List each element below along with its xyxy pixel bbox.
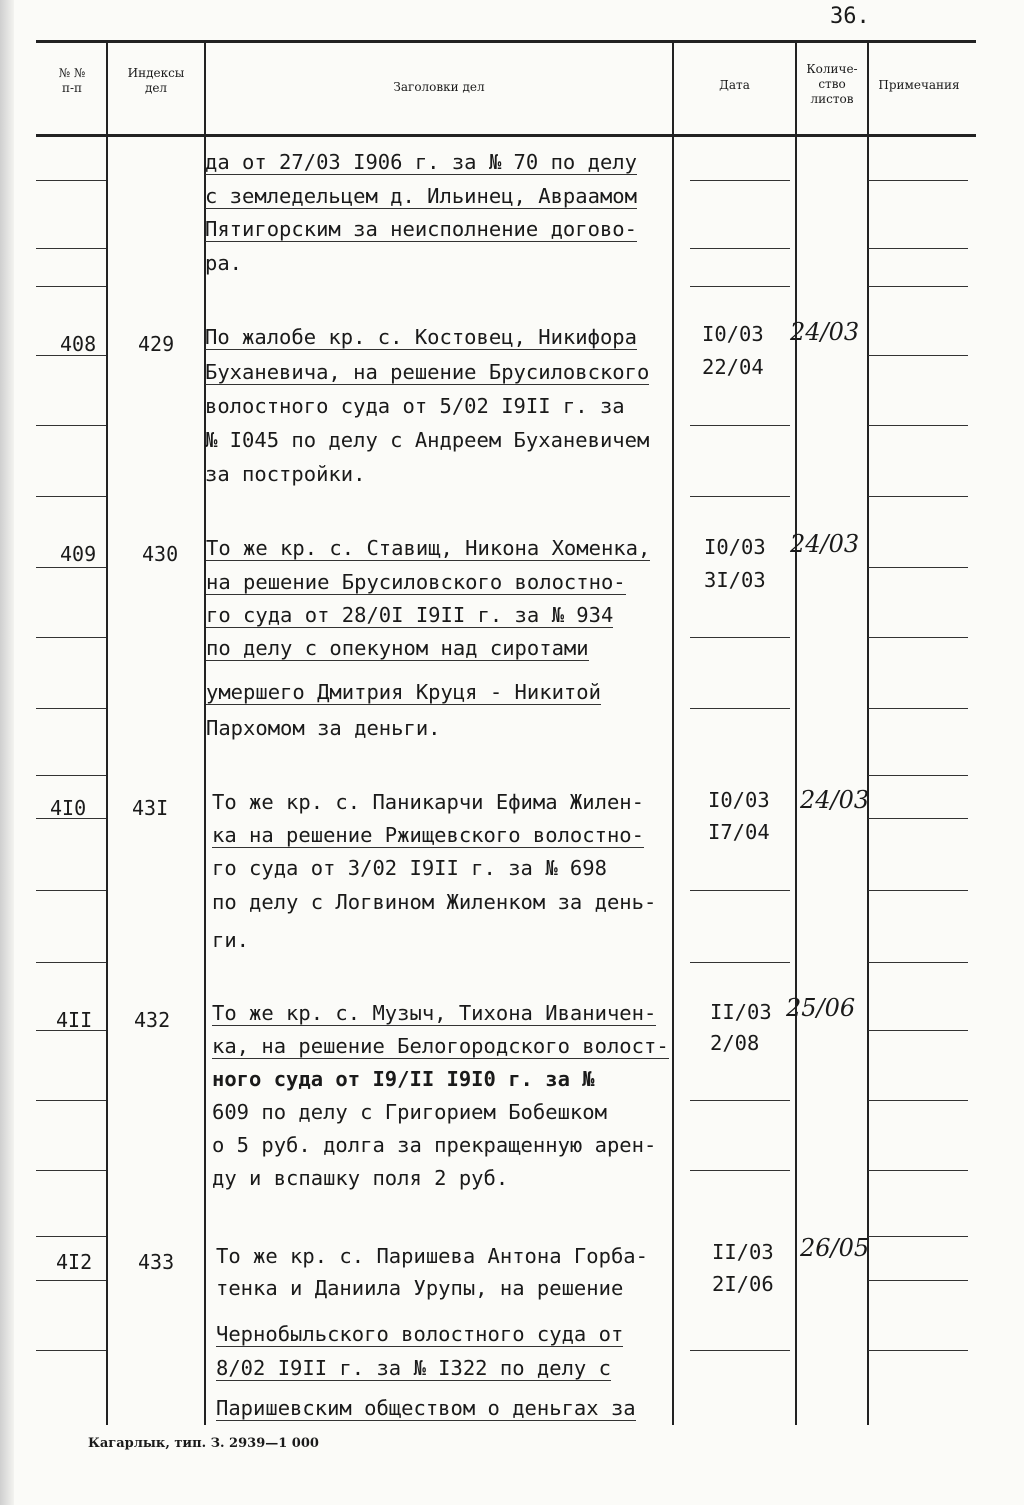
case-title-line: го суда от 28/0I I9II г. за № 934 [206,603,614,627]
header-col-notes: Примечания [878,78,960,92]
case-title-line: 609 по делу с Григорием Бобешком [212,1100,607,1124]
date-start: I0/03 [702,322,764,346]
entry-number: 409 [60,542,97,566]
col-divider [106,40,108,1425]
date-end: 22/04 [702,355,764,379]
case-title-line: за постройки. [205,462,366,486]
case-title-line: тенка и Даниила Урупы, на решение [216,1276,624,1300]
case-title-line: го суда от 3/02 I9II г. за № 698 [212,856,607,880]
case-title-line: То же кр. с. Паришева Антона Горба- [216,1244,648,1268]
case-title-line: 8/02 I9II г. за № I322 по делу с [216,1356,611,1380]
page-number: 36. [830,4,870,29]
entry-number: 4I2 [56,1250,93,1274]
case-title-line: № I045 по делу с Андреем Буханевичем [205,428,650,452]
case-title-line: ка на решение Ржищевского волостно- [212,823,644,847]
header-col-number: № № п-п [58,66,86,95]
date-end: 2I/06 [712,1272,774,1296]
sheet-count-handwritten: 24/03 [790,318,860,346]
date-end: I7/04 [708,820,770,844]
col-divider [672,40,674,1425]
header-col-sheets: Количе- ство листов [806,62,858,106]
case-title-line: То же кр. с. Паникарчи Ефима Жилен- [212,790,644,814]
case-title-line: Паришевским обществом о деньгах за [216,1396,636,1420]
case-title-line: ка, на решение Белогородского волост- [212,1034,669,1058]
case-title-line: волостного суда от 5/02 I9II г. за [205,394,625,418]
entry-index: 430 [142,542,179,566]
case-title-line: То же кр. с. Музыч, Тихона Иваничен- [212,1001,657,1025]
case-title-line: да от 27/03 I906 г. за № 70 по делу [205,150,637,174]
table-header-bottom-rule [36,134,976,137]
case-title-line: по делу с опекуном над сиротами [206,636,589,660]
page-edge-shadow [0,0,14,1505]
entry-index: 432 [134,1008,171,1032]
case-title-line: Пархомом за деньги. [206,716,441,740]
date-end: 2/08 [710,1031,760,1055]
entry-number: 408 [60,332,97,356]
sheet-count-handwritten: 24/03 [790,530,860,558]
sheet-count-handwritten: 25/06 [786,994,856,1022]
entry-number: 4I0 [50,796,87,820]
col-divider [795,40,797,1425]
header-col-title: Заголовки дел [393,80,485,94]
case-title-line: ного суда от I9/II I9I0 г. за № [212,1067,595,1091]
header-col-date: Дата [719,78,750,92]
case-title-line: Буханевича, на решение Брусиловского [205,360,650,384]
case-title-line: по делу с Логвином Жиленком за день- [212,890,657,914]
case-title-line: ду и вспашку поля 2 руб. [212,1166,509,1190]
case-title-line: ра. [205,251,243,275]
table-top-rule [36,40,976,43]
case-title-line: с земледельцем д. Ильинец, Авраамом [205,184,637,208]
case-title-line: Чернобыльского волостного суда от [216,1322,624,1346]
sheet-count-handwritten: 24/03 [800,786,870,814]
entry-index: 429 [138,332,175,356]
case-title-line: на решение Брусиловского волостно- [206,570,626,594]
printer-imprint: Кагарлык, тип. З. 2939—1 000 [88,1436,319,1451]
case-title-line: ги. [212,928,250,952]
entry-index: 43I [132,796,169,820]
case-title-line: По жалобе кр. с. Костовец, Никифора [205,325,637,349]
case-title-line: Пятигорским за неисполнение догово- [205,217,637,241]
entry-number: 4II [56,1008,93,1032]
date-start: II/03 [712,1240,774,1264]
sheet-count-handwritten: 26/05 [800,1234,870,1262]
date-start: II/03 [710,1000,772,1024]
case-title-line: умершего Дмитрия Круця - Никитой [206,680,601,704]
date-start: I0/03 [708,788,770,812]
date-start: I0/03 [704,535,766,559]
entry-index: 433 [138,1250,175,1274]
case-title-line: о 5 руб. долга за прекращенную арен- [212,1133,657,1157]
date-end: 3I/03 [704,568,766,592]
case-title-line: То же кр. с. Ставищ, Никона Хоменка, [206,536,651,560]
header-col-index: Индексы дел [127,66,185,95]
